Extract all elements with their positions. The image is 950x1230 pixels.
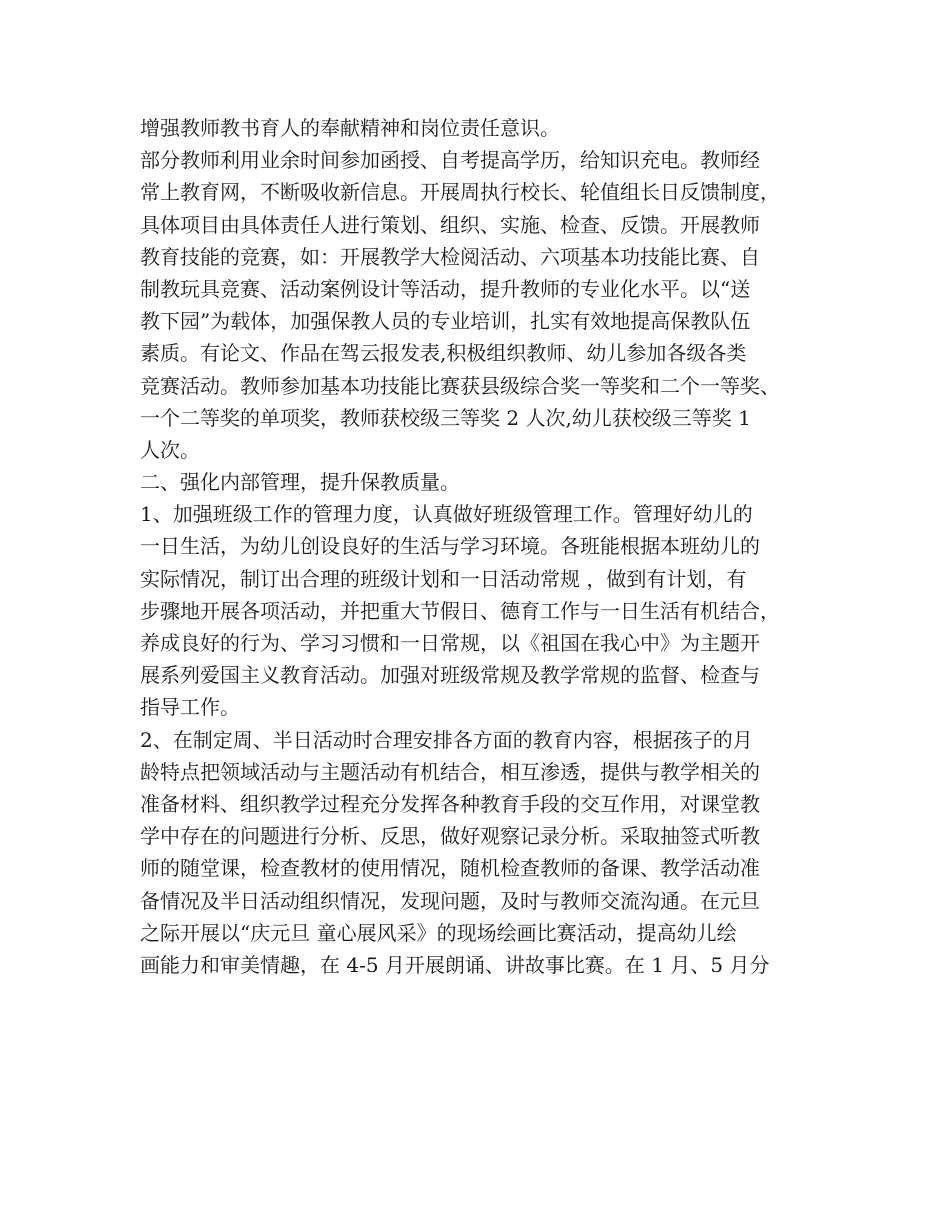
text-line: 学中存在的问题进行分析、反思，做好观察记录分析。采取抽签式听教: [140, 824, 760, 849]
text-line: 养成良好的行为、学习习惯和一日常规，以《祖国在我心中》为主题开: [140, 631, 760, 655]
text-line: 一个二等奖的单项奖，教师获校级三等奖 2 人次,幼儿获校级三等奖 1: [140, 405, 751, 430]
text-line: 常上教育网，不断吸收新信息。开展周执行校长、轮值组长日反馈制度，: [140, 180, 780, 205]
text-line: 教育技能的竞赛，如：开展教学大检阅活动、六项基本功技能比赛、自: [140, 244, 760, 269]
text-line: 2、在制定周、半日活动时合理安排各方面的教育内容，根据孩子的月: [140, 727, 753, 752]
text-line: 之际开展以“庆元旦 童心展风采》的现场绘画比赛活动，提高幼儿绘: [140, 920, 737, 945]
text-line: 素质。有论文、作品在驾云报发表,积极组织教师、幼儿参加各级各类: [140, 341, 747, 366]
text-line: 具体项目由具体责任人进行策划、组织、实施、检查、反馈。开展教师: [140, 212, 760, 237]
section-heading: 二、强化内部管理，提升保教质量。: [140, 470, 460, 495]
text-line: 准备材料、组织教学过程充分发挥各种教育手段的交互作用，对课堂教: [140, 791, 760, 816]
text-line: 人次。: [140, 437, 200, 462]
text-line: 一日生活，为幼儿创设良好的生活与学习环境。各班能根据本班幼儿的: [140, 534, 760, 559]
text-line: 指导工作。: [140, 695, 240, 720]
text-line: 步骤地开展各项活动，并把重大节假日、德育工作与一日生活有机结合，: [140, 598, 780, 623]
text-line: 备情况及半日活动组织情况，发现问题，及时与教师交流沟通。在元旦: [140, 888, 760, 913]
text-line: 1、加强班级工作的管理力度，认真做好班级管理工作。管理好幼儿的: [140, 502, 753, 527]
text-line: 部分教师利用业余时间参加函授、自考提高学历，给知识充电。教师经: [140, 148, 760, 173]
text-line: 制教玩具竞赛、活动案例设计等活动，提升教师的专业化水平。以“送: [140, 276, 751, 301]
text-line: 龄特点把领域活动与主题活动有机结合，相互渗透，提供与教学相关的: [140, 759, 760, 784]
document-body: [140, 112, 840, 981]
text-line: 画能力和审美情趣，在 4-5 月开展朗诵、讲故事比赛。在 1 月、5 月分: [140, 952, 770, 977]
text-line: 展系列爱国主义教育活动。加强对班级常规及教学常规的监督、检查与: [140, 663, 760, 688]
text-line: 竞赛活动。教师参加基本功技能比赛获县级综合奖一等奖和二个一等奖、: [140, 373, 780, 398]
text-line: 实际情况，制订出合理的班级计划和一日活动常规 ，做到有计划，有: [140, 566, 747, 591]
text-line: 教下园”为载体，加强保教人员的专业培训，扎实有效地提高保教队伍: [140, 309, 751, 334]
text-line: 师的随堂课，检查教材的使用情况，随机检查教师的备课、教学活动准: [140, 856, 760, 881]
text-line: 增强教师教书育人的奉献精神和岗位责任意识。: [140, 116, 560, 140]
